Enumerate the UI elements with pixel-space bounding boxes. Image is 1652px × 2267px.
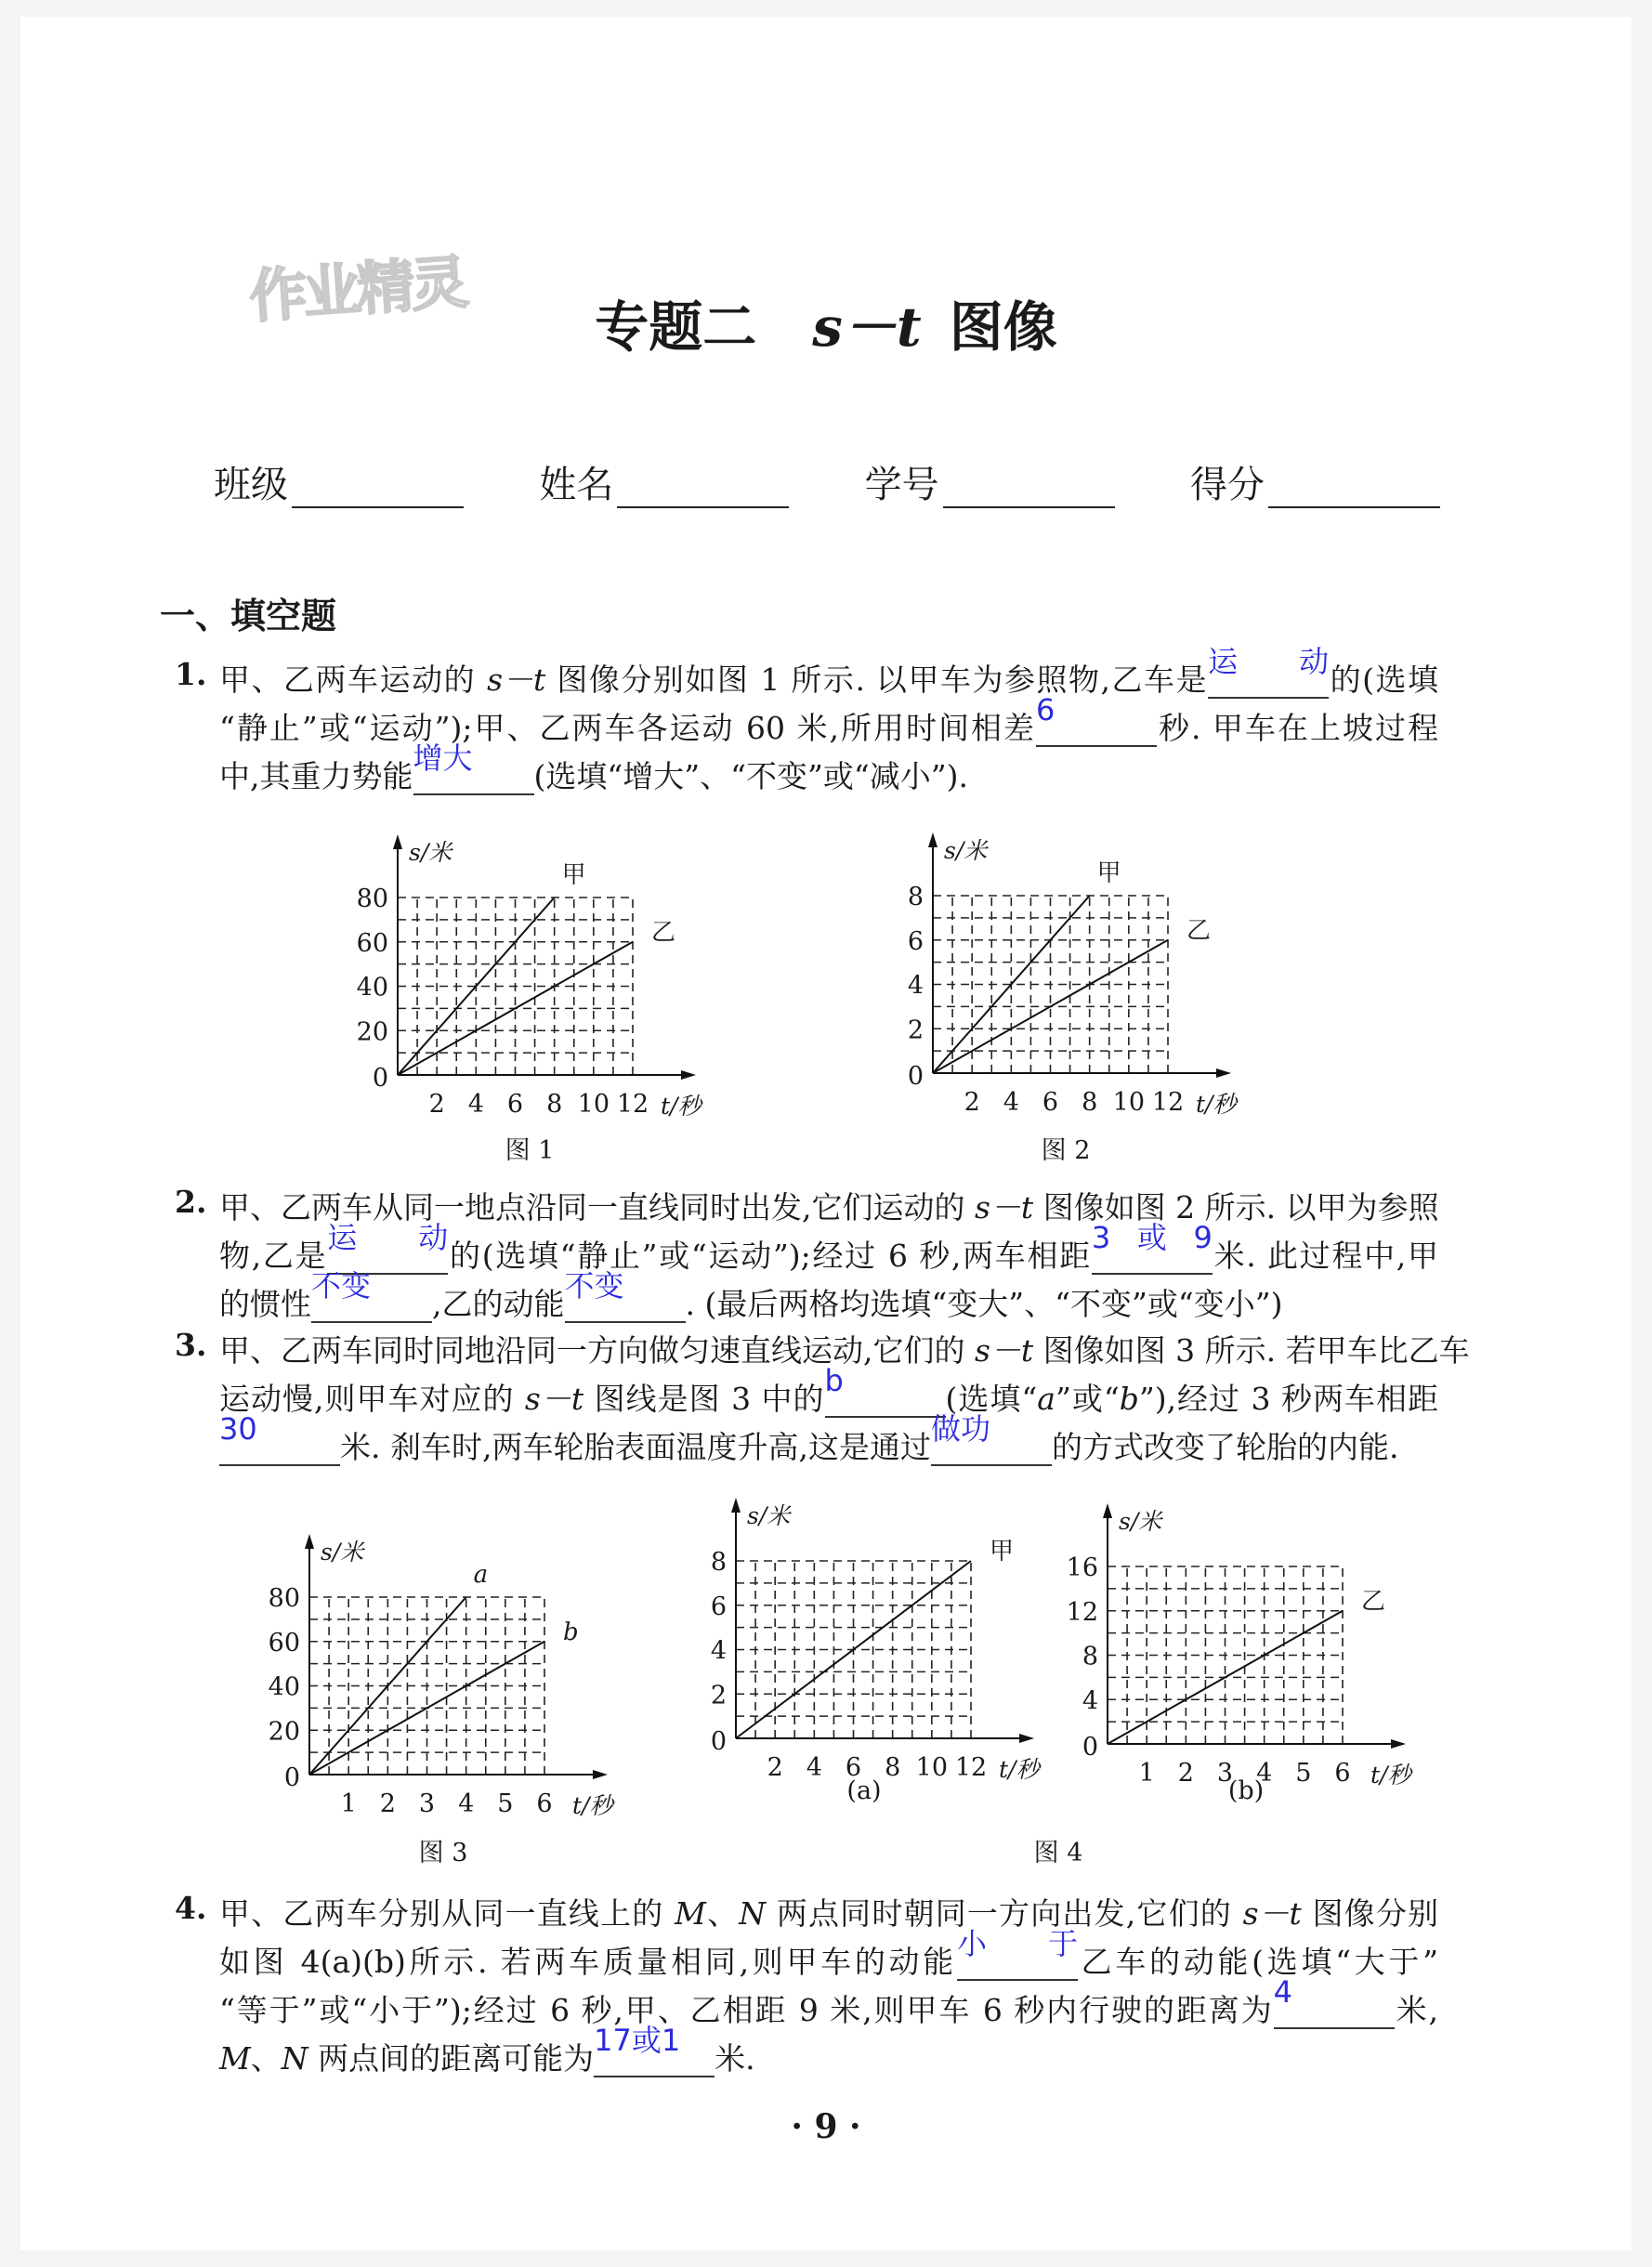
series-label: 甲 bbox=[1096, 859, 1121, 887]
question-text: 的方式改变了轮胎的内能. bbox=[1051, 1429, 1399, 1465]
question-number: 3. bbox=[175, 1327, 207, 1363]
x-tick-label: 2 bbox=[1177, 1759, 1194, 1788]
math-symbol: s－t bbox=[524, 1381, 584, 1417]
y-tick-label: 40 bbox=[356, 973, 388, 1002]
x-tick-label: 5 bbox=[1295, 1759, 1312, 1788]
y-tick-label: 6 bbox=[710, 1592, 727, 1621]
handwritten-answer: 做功 bbox=[930, 1411, 990, 1447]
question-text: 、 bbox=[705, 1895, 740, 1932]
y-tick-label: 2 bbox=[710, 1681, 727, 1710]
y-axis-arrow-icon bbox=[1103, 1503, 1112, 1518]
x-tick-label: 3 bbox=[418, 1789, 436, 1818]
x-axis-label: t/秒 bbox=[1370, 1762, 1411, 1789]
x-axis-arrow-icon bbox=[1216, 1068, 1231, 1078]
field-blank[interactable] bbox=[943, 469, 1115, 508]
math-symbol: M bbox=[675, 1895, 706, 1932]
question-line bbox=[219, 740, 1438, 801]
series-label: 甲 bbox=[990, 1538, 1015, 1566]
x-tick-label: 4 bbox=[1003, 1088, 1019, 1117]
answer-blank[interactable] bbox=[956, 1926, 1078, 1981]
x-tick-label: 12 bbox=[1151, 1088, 1185, 1117]
y-tick-label: 4 bbox=[907, 971, 924, 1001]
math-symbol: N bbox=[739, 1895, 767, 1932]
question-text: . (最后两格均选填“变大”、“不变”或“变小”) bbox=[685, 1286, 1283, 1322]
field-blank[interactable] bbox=[292, 469, 464, 508]
question-text: (选填“ bbox=[945, 1381, 1038, 1417]
question-line bbox=[219, 2023, 1438, 2083]
question-text: 米, bbox=[1394, 1992, 1438, 2028]
question-text: “静止”或“运动”);甲、乙两车各运动 60 米,所用时间相差 bbox=[219, 710, 1036, 746]
question-text: 甲、乙两车从同一地点沿同一直线同时出发,它们运动的 bbox=[219, 1189, 975, 1225]
question-text: 图像分别如图 1 所示. 以甲车为参照物,乙车是 bbox=[545, 662, 1209, 698]
field-label: 班级 bbox=[214, 464, 288, 506]
title-prefix: 专题二 bbox=[595, 295, 757, 359]
x-tick-label: 6 bbox=[536, 1789, 553, 1818]
y-axis-label: s/米 bbox=[944, 837, 988, 864]
page-title bbox=[0, 283, 1652, 361]
question-text: 米. bbox=[715, 2040, 755, 2077]
x-tick-label: 10 bbox=[915, 1753, 949, 1782]
question-2 bbox=[175, 1184, 1438, 1329]
field-label: 学号 bbox=[864, 464, 939, 506]
field-name bbox=[539, 455, 789, 508]
x-axis-arrow-icon bbox=[1391, 1739, 1406, 1749]
chart-figure-1 bbox=[342, 833, 714, 1140]
x-axis-label: t/秒 bbox=[572, 1792, 613, 1819]
question-text: ”),经过 3 秒两车相距 bbox=[1138, 1381, 1438, 1417]
question-text: 两点同时朝同一方向出发,它们的 bbox=[766, 1895, 1243, 1932]
question-line bbox=[219, 1220, 1438, 1280]
answer-blank[interactable] bbox=[311, 1268, 432, 1323]
x-tick-label: 12 bbox=[616, 1090, 649, 1119]
question-number: 1. bbox=[175, 656, 207, 692]
handwritten-answer: 增大 bbox=[413, 740, 473, 776]
answer-blank[interactable] bbox=[219, 1411, 340, 1466]
y-tick-label: 0 bbox=[907, 1062, 924, 1091]
question-text: “等于”或“小于”);经过 6 秒,甲、乙相距 9 米,则甲车 6 秒内行驶的距离为 bbox=[219, 1992, 1274, 2028]
answer-blank[interactable] bbox=[1091, 1220, 1213, 1275]
handwritten-answer: 6 bbox=[1036, 692, 1055, 727]
y-axis-label: s/米 bbox=[747, 1502, 791, 1529]
y-tick-label: 0 bbox=[710, 1727, 727, 1756]
question-line bbox=[219, 1926, 1438, 1986]
question-text: 图像如图 3 所示. 若甲车比乙车 bbox=[1033, 1332, 1470, 1369]
question-text: 米. 刹车时,两车轮胎表面温度升高,这是通过 bbox=[340, 1429, 931, 1465]
question-line bbox=[219, 644, 1439, 704]
question-text: 的惯性 bbox=[219, 1286, 311, 1322]
x-tick-label: 3 bbox=[1216, 1759, 1234, 1788]
y-tick-label: 2 bbox=[907, 1016, 924, 1045]
x-tick-label: 1 bbox=[1138, 1759, 1155, 1788]
x-tick-label: 4 bbox=[467, 1090, 484, 1119]
series-label: b bbox=[563, 1618, 579, 1646]
series-label: 乙 bbox=[651, 918, 676, 947]
x-axis-label: t/秒 bbox=[999, 1756, 1040, 1783]
question-text: 图线是图 3 中的 bbox=[583, 1381, 825, 1417]
field-blank[interactable] bbox=[1268, 469, 1440, 508]
question-text: 的(选填 bbox=[1329, 662, 1439, 698]
field-class bbox=[214, 455, 464, 508]
x-tick-label: 5 bbox=[497, 1789, 514, 1818]
handwritten-answer: 运动 bbox=[1208, 644, 1330, 679]
y-axis-arrow-icon bbox=[305, 1534, 314, 1549]
math-symbol: b bbox=[1119, 1381, 1139, 1417]
y-tick-label: 8 bbox=[907, 883, 924, 911]
x-axis-arrow-icon bbox=[681, 1070, 696, 1080]
y-tick-label: 4 bbox=[1082, 1686, 1098, 1716]
field-blank[interactable] bbox=[617, 469, 789, 508]
math-symbol: s－t bbox=[974, 1332, 1034, 1369]
y-axis-label: s/米 bbox=[1119, 1508, 1162, 1535]
answer-blank[interactable] bbox=[1208, 644, 1330, 699]
x-tick-label: 6 bbox=[1334, 1759, 1351, 1788]
question-text: 图像分别 bbox=[1301, 1895, 1439, 1932]
y-tick-label: 20 bbox=[356, 1017, 388, 1047]
question-text: 的(选填“静止”或“运动”);经过 6 秒,两车相距 bbox=[448, 1238, 1092, 1274]
caption-figure-4: 图 4 bbox=[1033, 1839, 1083, 1867]
y-axis-label: s/米 bbox=[321, 1539, 364, 1566]
x-tick-label: 2 bbox=[964, 1088, 980, 1117]
x-tick-label: 6 bbox=[506, 1090, 524, 1119]
answer-blank[interactable] bbox=[1036, 692, 1157, 747]
y-tick-label: 16 bbox=[1066, 1553, 1098, 1582]
series-label: a bbox=[473, 1561, 489, 1589]
answer-blank[interactable] bbox=[1273, 1974, 1395, 2029]
question-text: 甲、乙两车分别从同一直线上的 bbox=[219, 1895, 675, 1932]
x-axis-arrow-icon bbox=[1019, 1734, 1034, 1743]
y-tick-label: 60 bbox=[356, 928, 388, 958]
answer-blank[interactable] bbox=[413, 740, 534, 795]
question-line bbox=[219, 1974, 1438, 2035]
question-text: ”或“ bbox=[1055, 1381, 1120, 1417]
x-tick-label: 8 bbox=[1082, 1088, 1098, 1117]
y-tick-label: 8 bbox=[710, 1548, 727, 1577]
y-tick-label: 0 bbox=[283, 1763, 300, 1792]
y-axis-label: s/米 bbox=[409, 839, 452, 866]
field-label: 得分 bbox=[1189, 464, 1265, 506]
question-text: 中,其重力势能 bbox=[219, 758, 413, 794]
caption-figure-4a: (a) bbox=[846, 1776, 882, 1805]
x-tick-label: 4 bbox=[458, 1789, 475, 1818]
y-tick-label: 0 bbox=[372, 1064, 388, 1093]
question-number: 2. bbox=[175, 1184, 207, 1220]
y-tick-label: 40 bbox=[268, 1672, 300, 1702]
chart-figure-3 bbox=[254, 1533, 625, 1840]
handwritten-answer: 小于 bbox=[956, 1926, 1078, 1961]
title-suffix: 图像 bbox=[949, 295, 1057, 359]
y-tick-label: 80 bbox=[356, 885, 388, 913]
question-text: 物,乙是 bbox=[219, 1238, 328, 1274]
question-line bbox=[219, 1363, 1438, 1423]
handwritten-answer: 17或1 bbox=[594, 2023, 681, 2058]
question-1 bbox=[175, 644, 1439, 801]
question-text: 甲、乙两车运动的 bbox=[219, 662, 488, 698]
y-tick-label: 20 bbox=[268, 1717, 300, 1747]
chart-figure-2 bbox=[877, 832, 1249, 1138]
question-text: 米. 此过程中,甲 bbox=[1212, 1238, 1438, 1274]
question-text: 秒. 甲车在上坡过程 bbox=[1157, 710, 1438, 746]
series-label: 乙 bbox=[1361, 1587, 1386, 1616]
x-tick-label: 6 bbox=[845, 1753, 862, 1782]
handwritten-answer: 4 bbox=[1273, 1974, 1292, 2010]
x-tick-label: 8 bbox=[546, 1090, 563, 1119]
question-text: 两点间的距离可能为 bbox=[308, 2040, 595, 2077]
question-text: 如图 4(a)(b)所示. 若两车质量相同,则甲车的动能 bbox=[219, 1944, 957, 1980]
x-tick-label: 2 bbox=[379, 1789, 396, 1818]
caption-figure-1: 图 1 bbox=[505, 1136, 555, 1165]
math-symbol: s－t bbox=[1242, 1895, 1302, 1932]
question-4 bbox=[175, 1890, 1438, 2083]
x-tick-label: 2 bbox=[767, 1753, 783, 1782]
question-text: 、 bbox=[250, 2040, 282, 2077]
field-student-id bbox=[865, 455, 1115, 508]
answer-blank[interactable] bbox=[930, 1411, 1052, 1466]
handwritten-answer: 30 bbox=[219, 1411, 257, 1447]
handwritten-answer: b bbox=[824, 1363, 844, 1398]
question-text: 运动慢,则甲车对应的 bbox=[219, 1381, 525, 1417]
x-tick-label: 10 bbox=[577, 1090, 610, 1119]
math-symbol: s－t bbox=[487, 662, 546, 698]
x-tick-label: 4 bbox=[806, 1753, 822, 1782]
x-axis-arrow-icon bbox=[593, 1770, 608, 1779]
handwritten-answer: 不变 bbox=[564, 1268, 624, 1304]
y-tick-label: 4 bbox=[710, 1636, 727, 1666]
question-text: 乙车的动能(选填“大于” bbox=[1077, 1944, 1438, 1980]
y-tick-label: 8 bbox=[1082, 1642, 1098, 1671]
y-tick-label: 0 bbox=[1082, 1733, 1098, 1762]
x-tick-label: 2 bbox=[428, 1090, 445, 1119]
question-text: 图像如图 2 所示. 以甲为参照 bbox=[1033, 1189, 1439, 1225]
y-axis-arrow-icon bbox=[928, 832, 937, 847]
question-text: 甲、乙两车同时同地沿同一方向做匀速直线运动,它们的 bbox=[219, 1332, 975, 1369]
y-tick-label: 80 bbox=[268, 1584, 300, 1613]
student-info-fields bbox=[214, 455, 1440, 508]
y-tick-label: 60 bbox=[268, 1628, 300, 1658]
x-tick-label: 10 bbox=[1112, 1088, 1146, 1117]
title-formula: s－t bbox=[812, 295, 922, 359]
x-tick-label: 8 bbox=[885, 1753, 901, 1782]
watermark-logo: 作业精灵 bbox=[247, 247, 467, 331]
caption-figure-2: 图 2 bbox=[1041, 1136, 1091, 1165]
handwritten-answer: 不变 bbox=[311, 1268, 372, 1304]
x-tick-label: 4 bbox=[1256, 1759, 1273, 1788]
question-text: (选填“增大”、“不变”或“减小”). bbox=[533, 758, 968, 794]
section-heading: 一、填空题 bbox=[160, 596, 337, 636]
x-axis-label: t/秒 bbox=[1196, 1091, 1237, 1118]
chart-figure-4b bbox=[1052, 1502, 1423, 1809]
series-label: 乙 bbox=[1187, 916, 1212, 945]
math-symbol: a bbox=[1037, 1381, 1055, 1417]
chart-figure-4a bbox=[680, 1497, 1052, 1803]
answer-blank[interactable] bbox=[564, 1268, 686, 1323]
y-tick-label: 6 bbox=[907, 926, 924, 956]
x-tick-label: 1 bbox=[340, 1789, 357, 1818]
question-text: ,乙的动能 bbox=[432, 1286, 565, 1322]
y-axis-arrow-icon bbox=[731, 1498, 741, 1513]
question-number: 4. bbox=[175, 1890, 207, 1926]
question-3 bbox=[175, 1327, 1470, 1472]
field-label: 姓名 bbox=[539, 464, 614, 506]
answer-blank[interactable] bbox=[824, 1363, 946, 1418]
handwritten-answer: 3或9 bbox=[1091, 1220, 1213, 1255]
y-tick-label: 12 bbox=[1066, 1597, 1098, 1627]
question-line bbox=[219, 1411, 1438, 1472]
page-number: · 9 · bbox=[791, 2107, 861, 2146]
math-symbol: s－t bbox=[974, 1189, 1034, 1225]
math-symbol: N bbox=[281, 2040, 308, 2077]
caption-figure-3: 图 3 bbox=[418, 1839, 468, 1867]
field-score bbox=[1190, 455, 1440, 508]
question-line bbox=[219, 1268, 1438, 1329]
y-axis-arrow-icon bbox=[393, 834, 402, 849]
handwritten-answer: 运动 bbox=[327, 1220, 449, 1255]
x-tick-label: 12 bbox=[954, 1753, 988, 1782]
series-label: 甲 bbox=[561, 861, 586, 889]
math-symbol: M bbox=[219, 2040, 251, 2077]
question-line bbox=[219, 692, 1438, 753]
answer-blank[interactable] bbox=[594, 2023, 715, 2077]
caption-figure-4b: (b) bbox=[1227, 1776, 1265, 1805]
x-axis-label: t/秒 bbox=[661, 1093, 701, 1120]
question-line bbox=[219, 1890, 1438, 1938]
x-tick-label: 6 bbox=[1042, 1088, 1059, 1117]
